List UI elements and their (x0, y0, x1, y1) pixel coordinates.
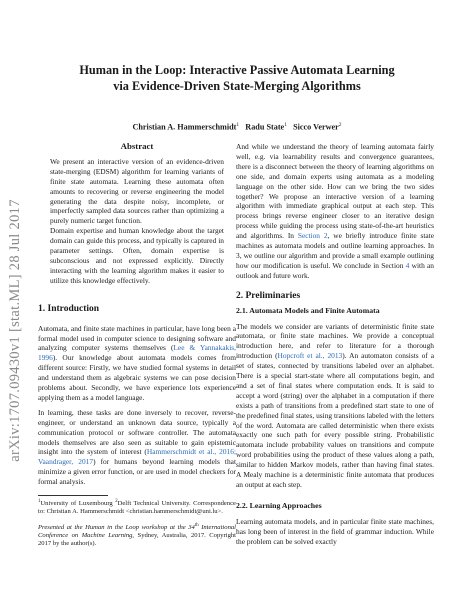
arxiv-stamp (7, 150, 23, 510)
left-column (38, 142, 236, 548)
cite-hammerschmidt-vaandrager[interactable]: Hammerschmidt et al., 2016; Vaandrager, 2017 (38, 447, 236, 467)
intro-paragraph-1: Automata, and finite state machines in particular, have long been a formal model used in computer science to designing software and analyzing computer systems themselves (Lee & Yannakakis, 1996). Our knowledge about automata models comes from different source: Firstly, we have studied formal systems in detail and understand them as algebraic systems we can pose decision problems about. Secondly, we have experience lots experience applying them as a model language. (38, 323, 236, 402)
right-paragraph-1: And while we understand the theory of learning automata fairly well, e.g. via learnability results and convergence guarantees, there is a disconnect between the theory of learning algorithms on one side, and domain experts using automata as a modeling language on the other side. How can we bring the two sides together? We propose an interactive version of a learning algorithm with immediate graphical output at each step. This process brings reverse engineer closer to an iterative design process while guiding the process using state-of-the-art heuristics and algorithms. In Section 2, we briefly introduce finite state machines as automata models and outline learning approaches. In 3, we outline our algorithm and provide a small example outlining how our modification is useful. We conclude in Section 4 with an outlook and future work. (236, 142, 434, 280)
abstract-paragraph-2: Domain expertise and human knowledge about the target domain can guide this process, and typically is captured in parameter settings. Often, domain expertise is subconscious and not expressed explicitly. Directly interacting with the learning algorithm makes it easier to utilize this knowledge effectively. (50, 226, 224, 285)
presentation-note: Presented at the Human in the Loop workshop at the 34th International Conference on Machine Learning, Sydney, Australia, 2017. Copyright 2017 by the author(s). (38, 522, 237, 548)
author-3-affil: 2 (338, 122, 342, 128)
learning-approaches-paragraph: Learning automata models, and in particular finite state machines, has long been of interest in the field of grammar induction. While the problem can be solved exactly (236, 516, 434, 546)
abstract (38, 142, 236, 286)
title-line-2: via Evidence-Driven State-Merging Algorithms (113, 79, 361, 93)
abstract-paragraph-1: We present an interactive version of an evidence-driven state-merging (EDSM) algorithm for learning variants of finite state automata. Learning these automata often amounts to recovering or reverse engineering the model generating the data despite noisy, incomplete, or imperfectly sampled data sources rather than optimizing a purely numeric target function. (50, 156, 224, 226)
author-list (40, 122, 434, 132)
automata-paragraph: The models we consider are variants of deterministic finite state automata, or finite state machines. We provide a conceptual introduction here, and refer to literature for a thorough introduction (Hopcroft et al., 2013). An automaton consists of a set of states, connected by transitions labeled over an alphabet. There is a special start-state where all computations begin, and and a set of final states where computation ends. It is said to accept a word (string) over the alphabet in a computation if there exists a path of transitions from a predefined start state to one of the predefined final states, using transitions labeled with the letters of the word. Automata are called deterministic when there exists exactly one such path for every possible string. Probabilistic automata include probability values on transitions and compute word probabilities using the product of these values along a path, similar to hidden Markov models, rather than having final states. A Mealy machine is a deterministic finite automata that produces an output at each step. (236, 321, 434, 489)
right-column (236, 142, 434, 547)
paper-title (40, 62, 434, 94)
cite-hopcroft[interactable]: Hopcroft et al., 2013 (277, 351, 343, 361)
author-2-affil: 1 (284, 122, 287, 128)
footnote-rule (38, 495, 108, 496)
author-1-affil: 1 (236, 122, 240, 128)
author-2: Radu State (245, 122, 285, 132)
author-1: Christian A. Hammerschmidt (132, 122, 237, 132)
abstract-heading: Abstract (120, 141, 154, 151)
subsection-2-1-heading: 2.1. Automata Models and Finite Automata (236, 305, 380, 315)
intro-heading: 1. Introduction (38, 303, 100, 314)
subsection-2-2-heading: 2.2. Learning Approaches (236, 500, 322, 510)
affiliation-footnote: $^1$University of Luxembourg $^2$Delft Technical University. Correspondence to: Christian A. Hammerschmidt <christian.hammerschmidt@uni.lu>. (38, 499, 236, 516)
preliminaries-heading: 2. Preliminaries (236, 290, 301, 301)
title-line-1: Human in the Loop: Interactive Passive Automata Learning (79, 63, 395, 77)
author-3: Sicco Verwer (293, 122, 339, 132)
section-2-link[interactable]: Section 2 (297, 231, 328, 241)
cite-lee-yannakakis[interactable]: Lee & Yannakakis, 1996 (38, 343, 236, 363)
section-4-link[interactable]: 4 (405, 260, 410, 270)
arxiv-stamp-text: arXiv:1707.09430v1 [stat.ML] 28 Jul 2017 (6, 198, 23, 462)
intro-paragraph-2: In learning, these tasks are done inversely to recover, reverse-engineer, or understand an unknown data source, typically a communication protocol or software controller. The automata models themselves are also seen as suitable to gain epistemic insight into the system of interest (Hammerschmidt et al., 2016; Vaandrager, 2017) for humans beyond learning models that minimize a given error function, or are used in model checkers for formal analysis. (38, 407, 237, 487)
